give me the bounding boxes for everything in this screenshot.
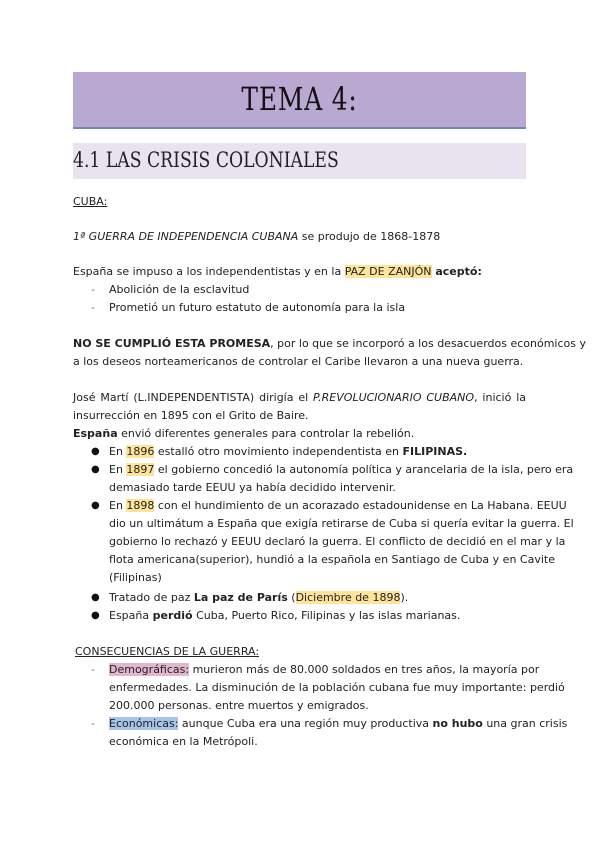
consequence-demo-line-3: 200.000 personas. entre muertos y emigrados.	[109, 699, 369, 712]
bullet-paris: Tratado de paz La paz de París (Diciembre de 1898).	[109, 591, 409, 604]
list-item: Prometió un futuro estatuto de autonomía para la isla	[109, 301, 406, 314]
bullet-1897-line-2: demasiado tarde EEUU ya había decidido intervenir.	[109, 481, 396, 494]
consequences-heading: CONSECUENCIAS DE LA GUERRA:	[75, 645, 260, 658]
consequence-demo: Demográficas: murieron más de 80.000 soldados en tres años, la mayoría por	[109, 663, 540, 676]
bullet-icon: ●	[91, 500, 100, 511]
bullet-1898-line-4: flota americana(superior), hundió a la española en Santiago de Cuba y en Cavite	[109, 553, 555, 566]
bullet-icon: ●	[91, 446, 100, 457]
bullet-1897: En 1897 el gobierno concedió la autonomía política y arancelaria de la isla, pero era	[109, 463, 574, 476]
bullet-1898: En 1898 con el hundimiento de un acorazado estadounidense en La Habana. EEUU	[109, 499, 567, 512]
dash-marker: -	[91, 717, 95, 730]
list-item: Abolición de la esclavitud	[109, 283, 250, 296]
bullet-1898-line-3: gobierno lo rechazó y EEUU declaró la guerra. El conflicto de decidió en el mar y la	[109, 535, 566, 548]
bullet-perdio: España perdió Cuba, Puerto Rico, Filipinas y las islas marianas.	[109, 609, 461, 622]
section-banner	[73, 143, 526, 179]
marti-line-3: España envió diferentes generales para controlar la rebelión.	[73, 427, 415, 440]
bullet-icon: ●	[91, 592, 100, 603]
promise-line-2: a los deseos norteamericanos de controlar el Caribe llevaron a una nueva guerra.	[73, 355, 524, 368]
bullet-1898-line-5: (Filipinas)	[109, 571, 162, 584]
dash-marker: -	[91, 301, 95, 314]
section-title: 4.1 LAS CRISIS COLONIALES	[73, 148, 339, 172]
consequence-eco-line-2: económica en la Metrópoli.	[109, 735, 258, 748]
war1-line: 1ª GUERRA DE INDEPENDENCIA CUBANA se produjo de 1868-1878	[73, 230, 441, 243]
title-banner	[73, 72, 526, 129]
consequence-demo-line-2: enfermedades. La disminución de la población cubana fue muy importante: perdió	[109, 681, 565, 694]
highlight-paz-zanjon: PAZ DE ZANJÓN	[344, 265, 432, 278]
promise-line-1: NO SE CUMPLIÓ ESTA PROMESA, por lo que se incorporó a los desacuerdos económicos y	[73, 337, 587, 350]
bullet-icon: ●	[91, 464, 100, 475]
cuba-heading: CUBA:	[73, 195, 108, 208]
bullet-1896: En 1896 estalló otro movimiento independentista en FILIPINAS.	[109, 445, 468, 458]
marti-line-2: insurrección en 1895 con el Grito de Baire.	[73, 409, 309, 422]
bullet-icon: ●	[91, 610, 100, 621]
bullet-1898-line-2: dio un ultimátum a España que exigía retirarse de Cuba si quería evitar la guerra. El	[109, 517, 574, 530]
dash-marker: -	[91, 283, 95, 296]
zanjon-line: España se impuso a los independentistas y en la PAZ DE ZANJÓN aceptó:	[73, 265, 482, 278]
consequence-eco: Económicas: aunque Cuba era una región muy productiva no hubo una gran crisis	[109, 717, 568, 730]
dash-marker: -	[91, 663, 95, 676]
page-title: TEMA 4:	[241, 80, 358, 118]
marti-line-1: José Martí (L.INDEPENDENTISTA) dirigía el P.REVOLUCIONARIO CUBANO, inició la	[73, 391, 527, 404]
